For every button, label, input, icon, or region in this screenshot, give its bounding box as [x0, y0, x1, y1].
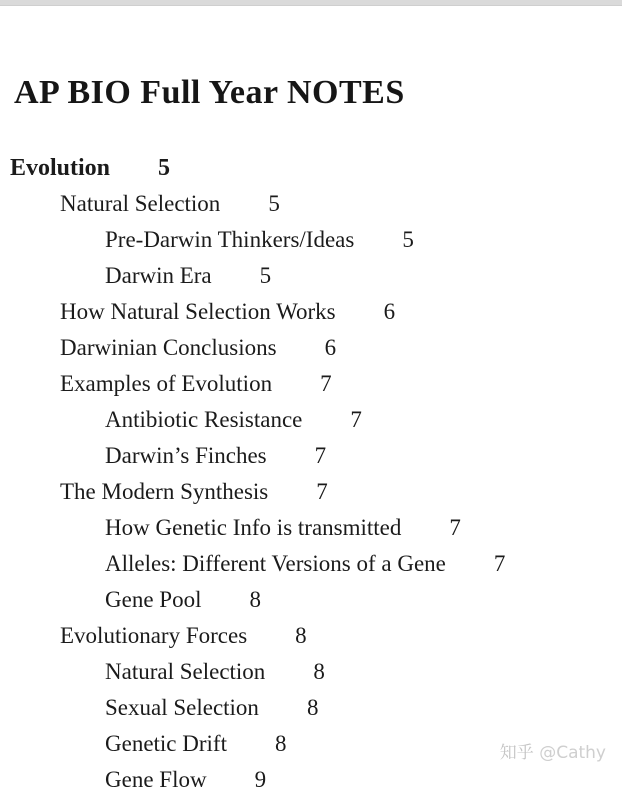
toc-entry-page-number: 7 — [350, 407, 362, 432]
toc-entry-page-number: 7 — [320, 371, 332, 396]
toc-entry-page-number: 6 — [383, 299, 396, 324]
toc-entry — [0, 582, 622, 618]
toc-entry-label: Darwinian Conclusions — [60, 335, 277, 360]
toc-entry-label: Sexual Selection — [105, 695, 259, 720]
toc-entry — [0, 438, 622, 474]
toc-entry-page-number: 7 — [316, 479, 328, 504]
toc-entry-label: Antibiotic Resistance — [105, 407, 303, 432]
toc-entry — [0, 474, 622, 510]
watermark-brand: 知乎 — [499, 743, 534, 763]
toc-entry — [0, 294, 622, 330]
toc-entry-page-number: 5 — [268, 191, 280, 216]
toc-entry — [0, 186, 622, 222]
toc-entry-label: Examples of Evolution — [60, 371, 273, 396]
toc-entry — [0, 222, 622, 258]
toc-entry-page-number: 8 — [295, 623, 307, 648]
toc-entry — [0, 510, 622, 546]
toc-entry — [0, 258, 622, 294]
toc-entry-page-number: 6 — [324, 335, 337, 360]
toc-entry-page-number: 5 — [158, 155, 171, 181]
toc-entry-page-number: 8 — [249, 587, 261, 612]
window-top-bar — [0, 0, 622, 6]
toc-entry-label: Genetic Drift — [105, 731, 227, 756]
toc-entry-label: Natural Selection — [105, 659, 266, 684]
toc-entry-label: Gene Pool — [105, 587, 202, 612]
toc-entry-label: Gene Flow — [105, 767, 207, 792]
toc-entry-page-number: 7 — [314, 443, 327, 468]
watermark — [500, 738, 606, 763]
toc-entry-label: The Modern Synthesis — [60, 479, 269, 504]
toc-entry — [0, 690, 622, 726]
toc-entry-label: Evolutionary Forces — [60, 623, 248, 648]
toc-entry-label: Alleles: Different Versions of a Gene — [105, 551, 446, 576]
toc-entry-page-number: 8 — [306, 695, 319, 720]
toc-entry-label: How Natural Selection Works — [60, 299, 336, 324]
toc-entry-page-number: 5 — [402, 227, 414, 252]
toc-entry — [0, 654, 622, 690]
watermark-username: @Cathy — [539, 743, 606, 763]
toc-entry-page-number: 7 — [449, 515, 461, 540]
toc-entry — [0, 402, 622, 438]
toc-list — [0, 150, 622, 798]
toc-entry-page-number: 8 — [313, 659, 325, 684]
toc-entry-page-number: 8 — [274, 731, 287, 756]
toc-entry-page-number: 5 — [259, 263, 272, 288]
toc-entry — [0, 366, 622, 402]
toc-entry-label: How Genetic Info is transmitted — [105, 515, 402, 540]
toc-entry-label: Darwin Era — [105, 263, 212, 288]
toc-entry-label: Natural Selection — [60, 191, 221, 216]
toc-entry — [0, 150, 622, 186]
toc-entry-label: Darwin’s Finches — [105, 443, 267, 468]
toc-entry — [0, 330, 622, 366]
page-title: AP BIO Full Year NOTES — [14, 74, 405, 111]
toc-entry-page-number: 9 — [254, 767, 267, 792]
toc-entry-label: Evolution — [10, 155, 111, 181]
toc-entry-label: Pre-Darwin Thinkers/Ideas — [105, 227, 355, 252]
toc-entry — [0, 546, 622, 582]
toc-entry — [0, 618, 622, 654]
toc-entry — [0, 762, 622, 798]
toc-entry-page-number: 7 — [493, 551, 506, 576]
